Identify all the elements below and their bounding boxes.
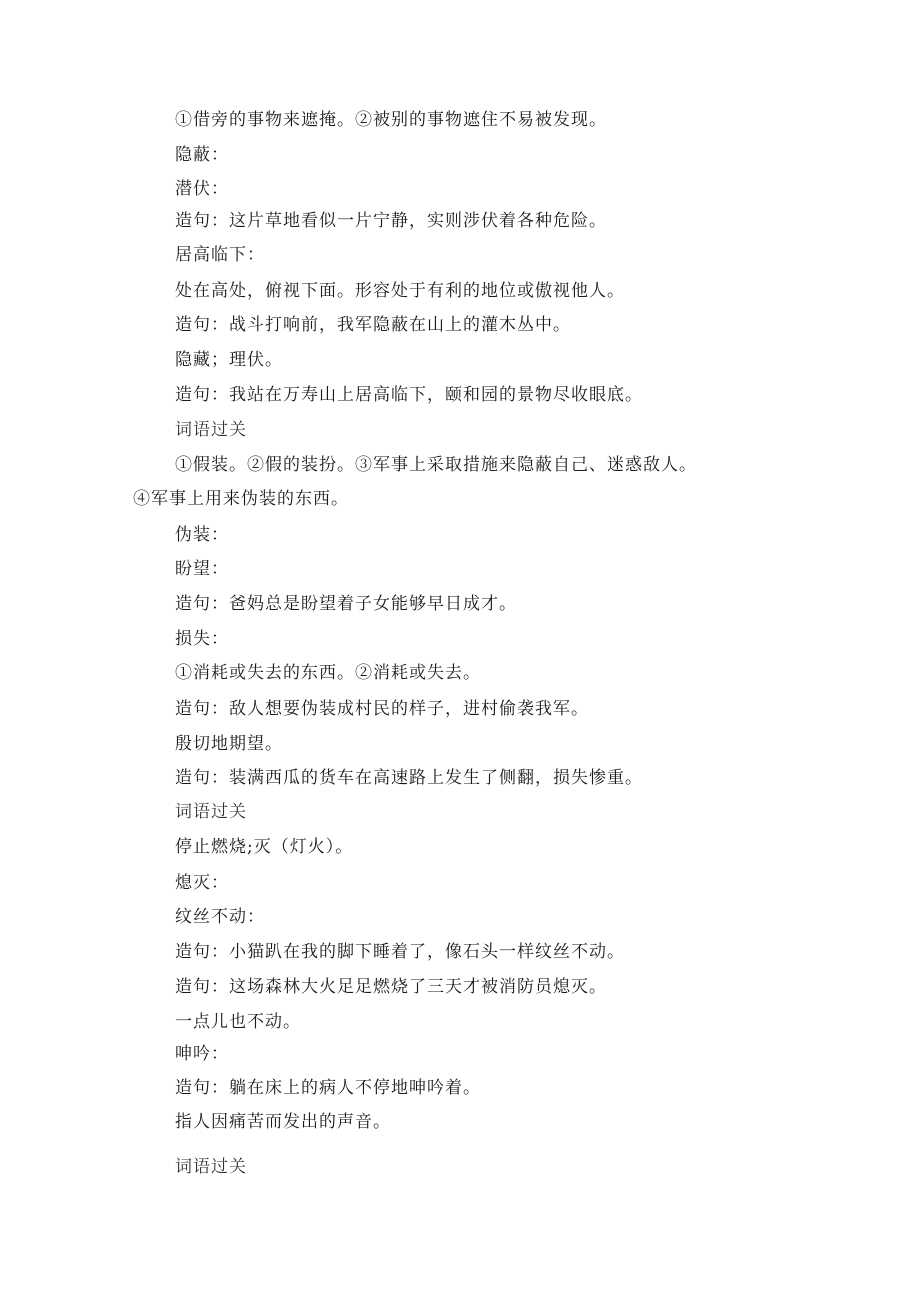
section-heading: 词语过关 — [175, 420, 247, 440]
definition-line: 殷切地期望。 — [175, 734, 283, 754]
term-line: 隐蔽： — [175, 145, 229, 165]
example-sentence-line: 造句：敌人想要伪装成村民的样子，进村偷袭我军。 — [175, 699, 589, 719]
definition-line: ①消耗或失去的东西。②消耗或失去。 — [175, 663, 481, 683]
example-sentence-line: 造句：战斗打响前，我军隐蔽在山上的灌木丛中。 — [175, 315, 571, 335]
definition-line-continued: ④军事上用来伪装的东西。 — [133, 489, 349, 509]
definition-line: ①假装。②假的装扮。③军事上采取措施来隐蔽自己、迷惑敌人。 — [175, 455, 697, 475]
definition-line: 处在高处，俯视下面。形容处于有利的地位或傲视他人。 — [175, 281, 625, 301]
definition-line: ①借旁的事物来遮掩。②被别的事物遮住不易被发现。 — [175, 110, 607, 130]
term-line: 居高临下： — [175, 245, 265, 265]
section-heading: 词语过关 — [175, 802, 247, 822]
term-line: 潜伏： — [175, 179, 229, 199]
term-line: 纹丝不动： — [175, 907, 265, 927]
example-sentence-line: 造句：这场森林大火足足燃烧了三天才被消防员熄灭。 — [175, 977, 607, 997]
example-sentence-line: 造句：躺在床上的病人不停地呻吟着。 — [175, 1078, 481, 1098]
section-heading: 词语过关 — [175, 1157, 247, 1177]
definition-line: 停止燃烧;灭（灯火）。 — [175, 837, 354, 857]
term-line: 熄灭： — [175, 873, 229, 893]
term-line: 盼望： — [175, 559, 229, 579]
definition-line: 一点儿也不动。 — [175, 1012, 301, 1032]
term-line: 呻吟： — [175, 1044, 229, 1064]
example-sentence-line: 造句：小猫趴在我的脚下睡着了，像石头一样纹丝不动。 — [175, 942, 625, 962]
term-line: 损失： — [175, 629, 229, 649]
example-sentence-line: 造句：装满西瓜的货车在高速路上发生了侧翻，损失惨重。 — [175, 768, 643, 788]
term-line: 伪装： — [175, 525, 229, 545]
synonym-line: 隐藏；理伏。 — [175, 350, 283, 370]
definition-line: 指人因痛苦而发出的声音。 — [175, 1112, 391, 1132]
example-sentence-line: 造句：这片草地看似一片宁静，实则涉伏着各种危险。 — [175, 211, 607, 231]
example-sentence-line: 造句：爸妈总是盼望着子女能够早日成才。 — [175, 594, 517, 614]
example-sentence-line: 造句：我站在万寿山上居高临下，颐和园的景物尽收眼底。 — [175, 385, 643, 405]
